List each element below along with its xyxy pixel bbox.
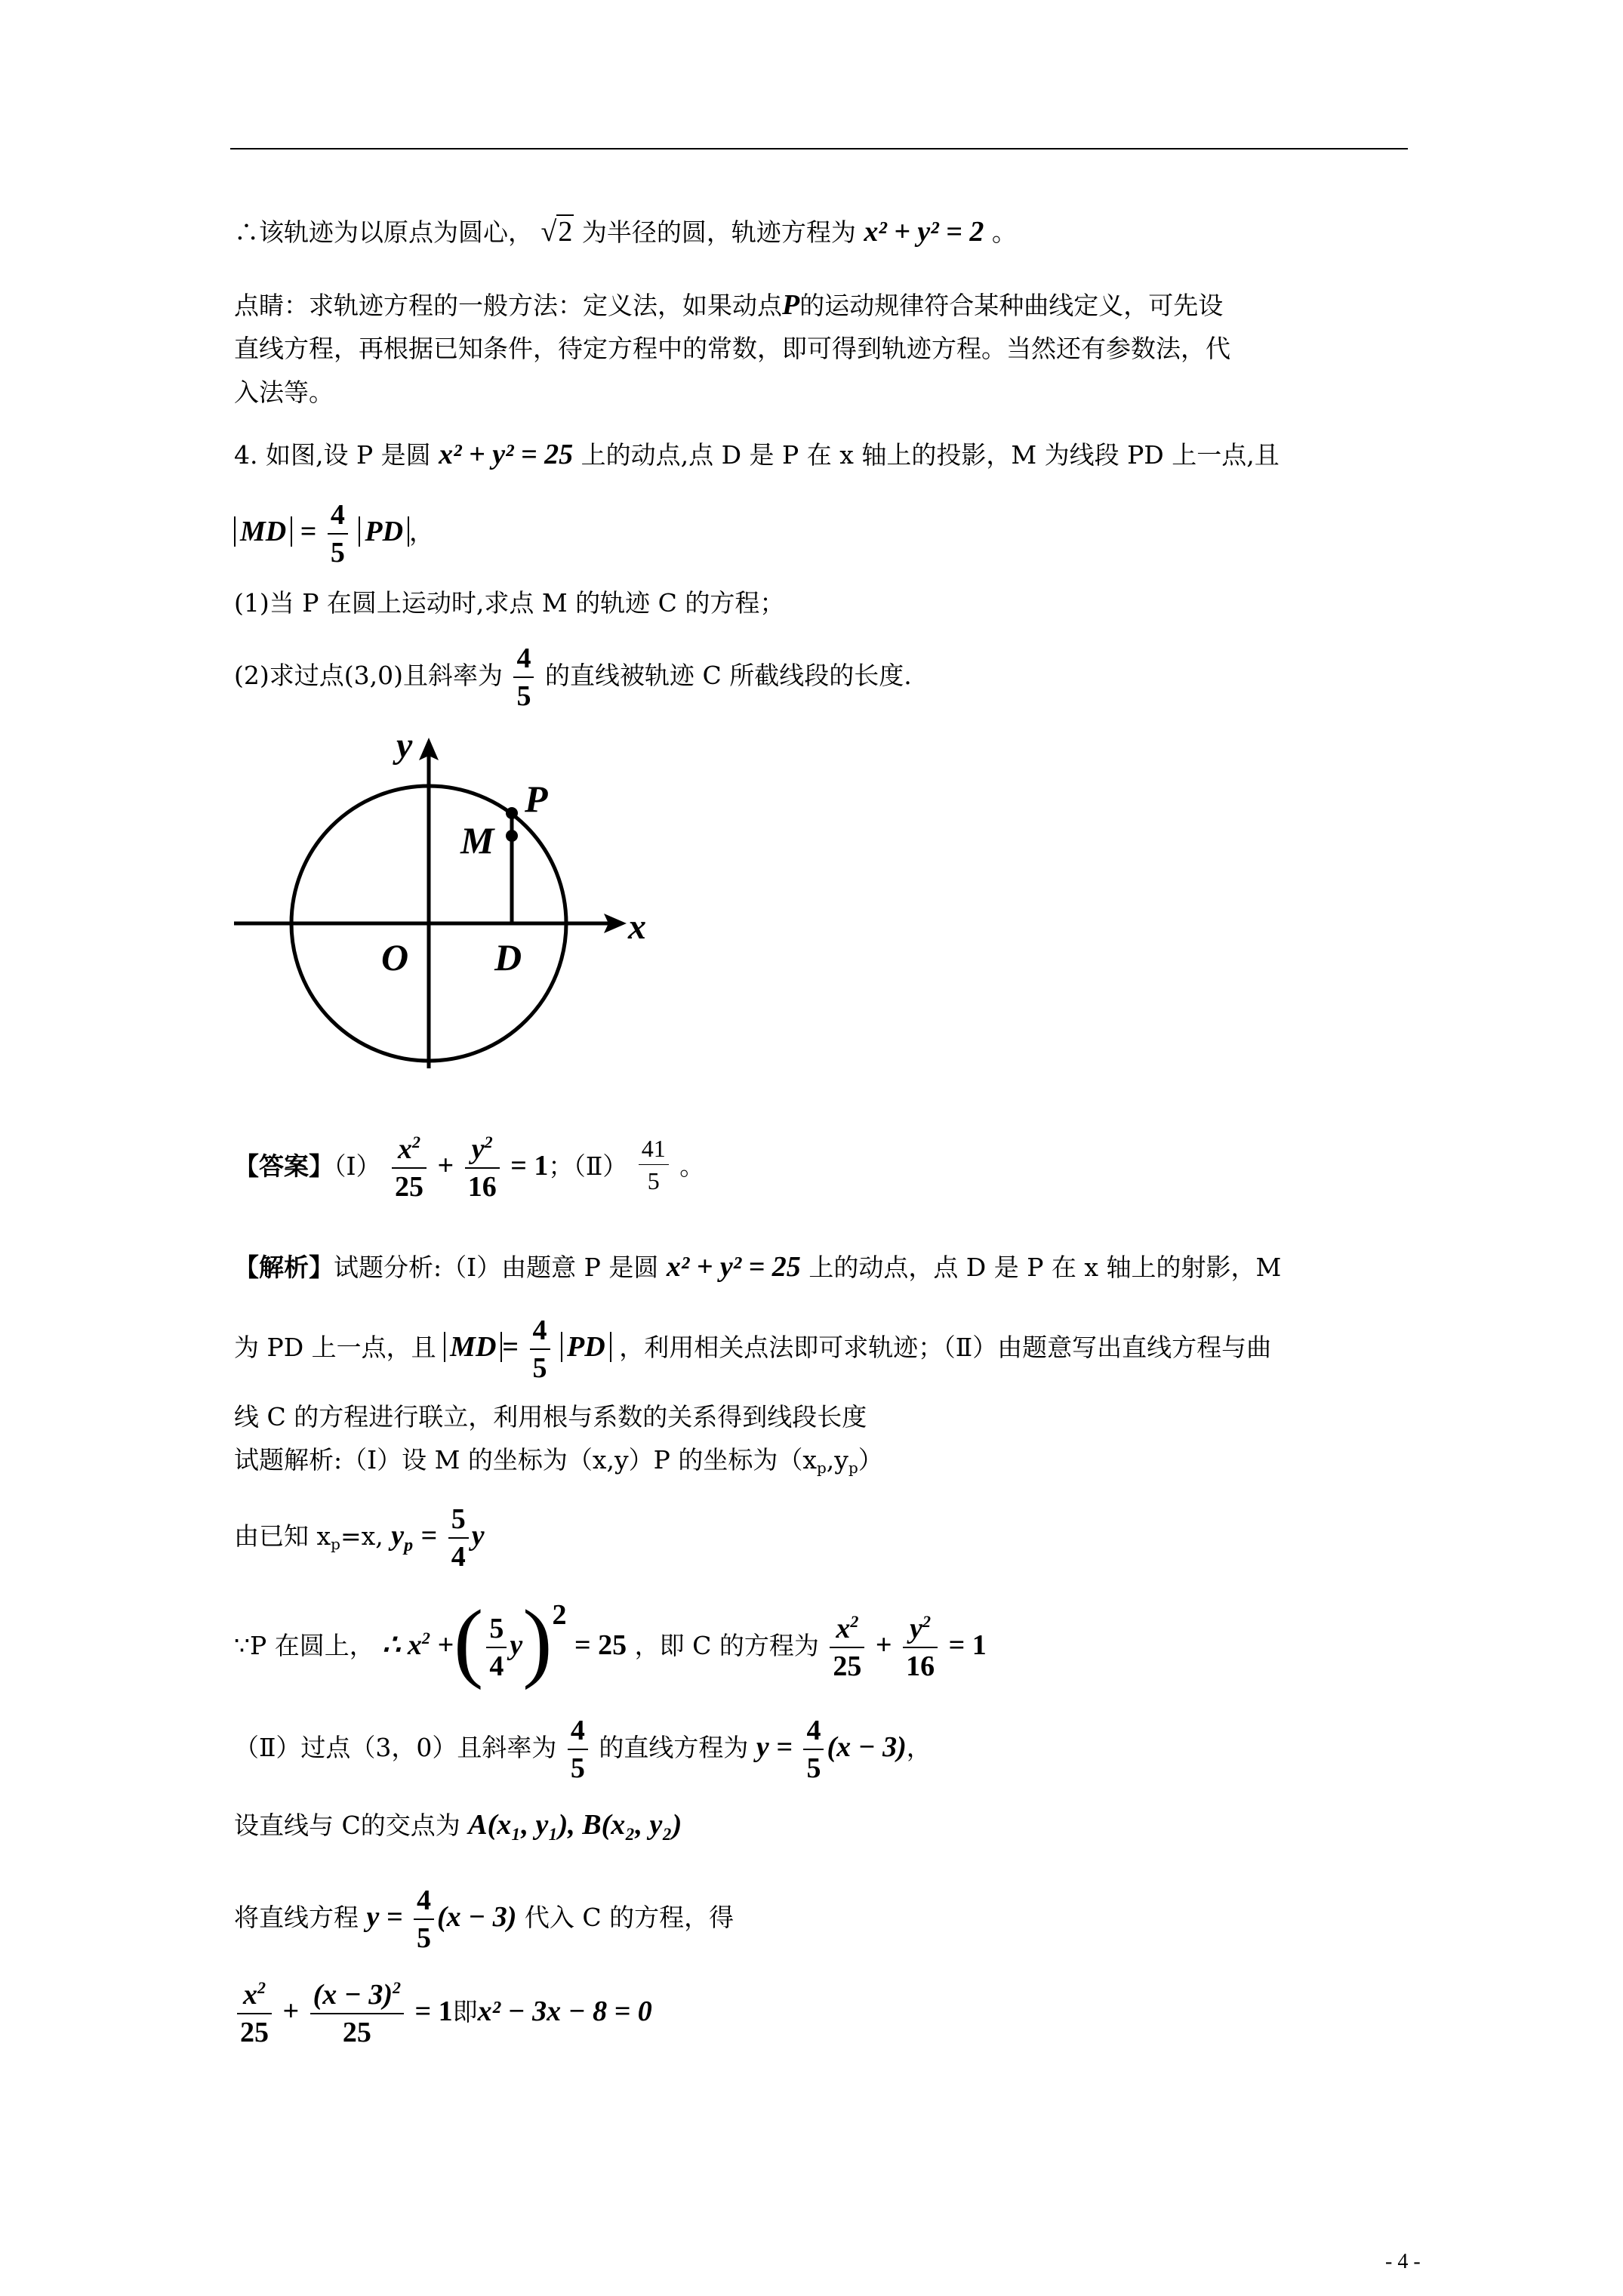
point-m bbox=[506, 830, 518, 842]
question-4: 4. 如图,设 P 是圆 x² + y² = 25 上的动点,点 D 是 P 在 x 轴上的投影，M 为线段 PD 上一点,且 bbox=[234, 439, 1280, 470]
x-axis-label: x bbox=[628, 907, 646, 947]
question-4-part-2: (2)求过点(3,0)且斜率为 $\frac{4}{5}$ 的直线被轨迹 C 所截线段的长度. bbox=[234, 643, 912, 712]
question-4-part-1: (1)当 P 在圆上运动时,求点 M 的轨迹 C 的方程； bbox=[234, 588, 785, 618]
header-rule bbox=[230, 148, 1408, 149]
solution-line: 设直线与 C的交点为 A(x₁, y₁), B(x₂, y₂) bbox=[234, 1809, 682, 1841]
solution-line: （Ⅱ）过点（3，0）且斜率为 $\frac{4}{5}$ 的直线方程为 y = $\frac{4}{5}$ (x − 3)， bbox=[234, 1715, 932, 1784]
label-d: D bbox=[494, 936, 522, 978]
solution-line: 将直线方程 y = $\frac{4}{5}$ (x − 3) 代入 C 的方程，得 bbox=[234, 1885, 735, 1954]
y-axis-label: y bbox=[396, 726, 413, 766]
text-line: 直线方程，再根据已知条件，待定方程中的常数，即可得到轨迹方程。当然还有参数法，代 bbox=[234, 334, 1230, 363]
equation: x² + y² = 2 bbox=[864, 216, 984, 248]
analysis-line: 线 C 的方程进行联立，利用根与系数的关系得到线段长度 bbox=[234, 1402, 867, 1432]
page-number: - 4 - bbox=[1385, 2250, 1421, 2273]
solution-line: ∵P 在圆上， ∴ $x^2$ +( $\frac{5}{4}$ y)$^2$ = 25 ，即 C 的方程为 $\frac{x^2}{25}$ + $\frac{y^2}{16}$ = 1 bbox=[234, 1592, 987, 1690]
solution-line: $\frac{x^2}{25}$ + $\frac{(x - 3)^2}{25}$ = 1即x² − 3x − 8 = 0 bbox=[234, 1978, 652, 2049]
text-line: ∴该轨迹为以原点为圆心， √2 为半径的圆，轨迹方程为 x² + y² = 2 。 bbox=[234, 216, 1017, 248]
analysis-line: 【解析】试题分析:（Ⅰ）由题意 P 是圆 x² + y² = 25 上的动点，点 D 是 P 在 x 轴上的射影，M bbox=[234, 1251, 1282, 1283]
sqrt-expression: √2 bbox=[540, 216, 573, 248]
solution-line: 试题解析:（Ⅰ）设 M 的坐标为（x,y）P 的坐标为（xp,yp） bbox=[234, 1445, 883, 1477]
solution-line: 由已知 xp=x, $y_p$ = $\frac{5}{4}$ y bbox=[234, 1503, 485, 1573]
label-m: M bbox=[460, 819, 494, 861]
text-line: 入法等。 bbox=[234, 378, 334, 407]
question-4-condition: MD = $\frac{4}{5}$ PD ， bbox=[234, 498, 434, 569]
answer-line: 【答案】（Ⅰ） $\frac{x^2}{25}$ + $\frac{y^2}{16}$ = 1；（Ⅱ） $\frac{41}{5}$ 。 bbox=[234, 1133, 705, 1203]
label-o: O bbox=[381, 936, 409, 978]
text-line: 点睛：求轨迹方程的一般方法：定义法，如果动点P的运动规律符合某种曲线定义，可先设 bbox=[234, 289, 1224, 321]
point-p bbox=[506, 807, 518, 819]
label-p: P bbox=[525, 778, 548, 820]
circle-figure bbox=[226, 721, 679, 1076]
analysis-line: 为 PD 上一点，且 MD = $\frac{4}{5}$ PD ，利用相关点法即可求轨迹；（Ⅱ）由题意写出直线方程与曲 bbox=[234, 1314, 1272, 1384]
